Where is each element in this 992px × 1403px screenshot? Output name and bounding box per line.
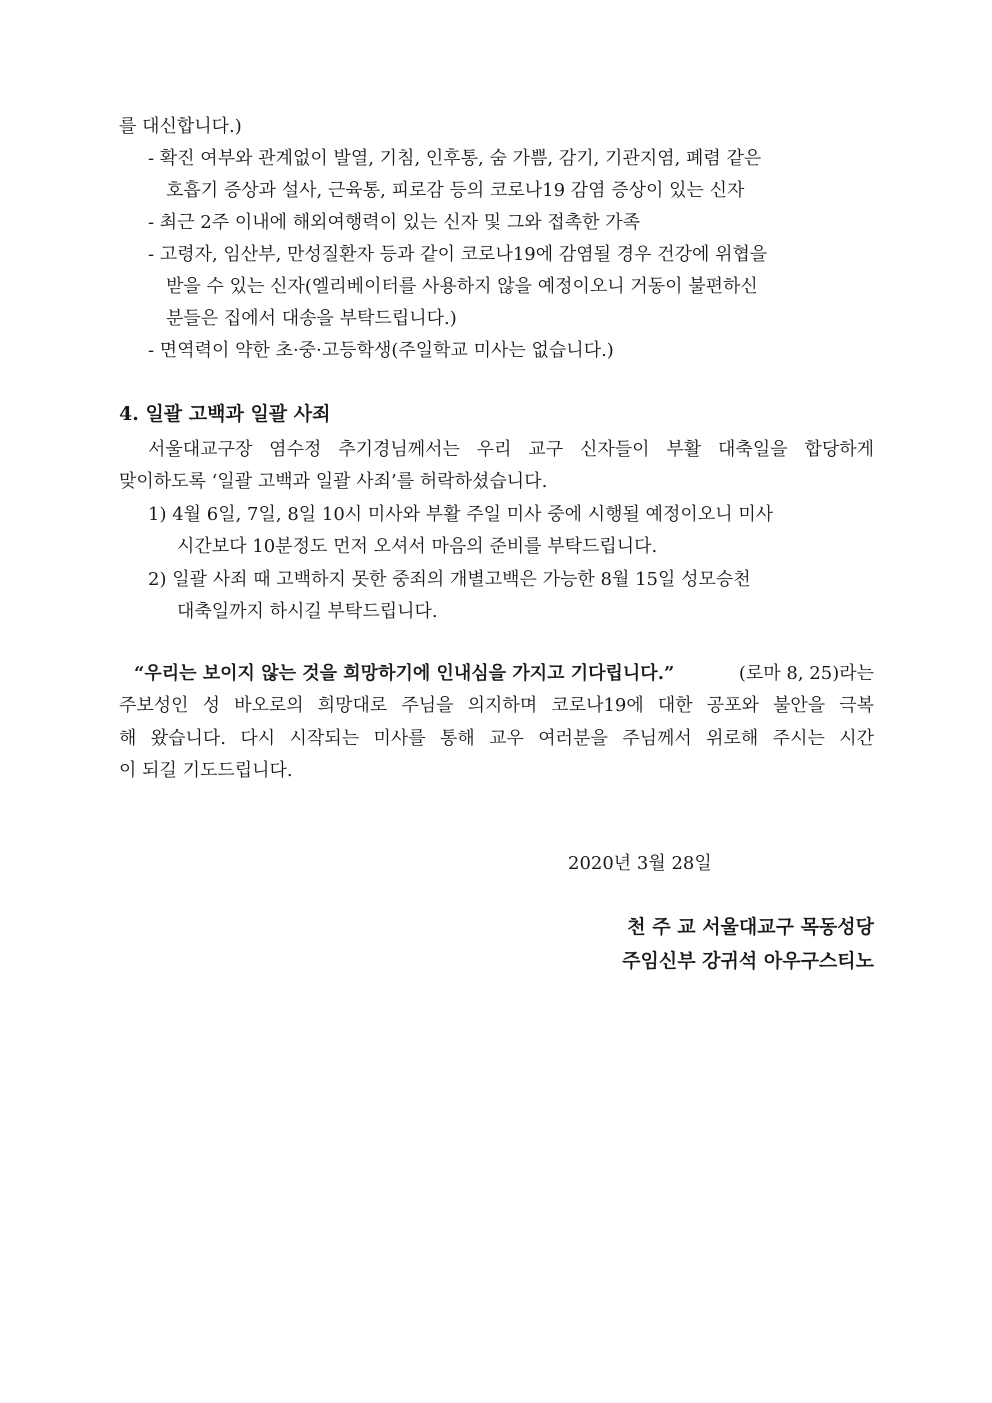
bullet-item: - 확진 여부와 관계없이 발열, 기침, 인후통, 숨 가쁨, 감기, 기관지염, 폐렴 같은 xyxy=(148,148,762,169)
signature-priest: 주임신부 강귀석 아우구스티노 xyxy=(622,950,874,972)
paragraph-line: 해 왔습니다. 다시 시작되는 미사를 통해 교우 여러분을 주님께서 위로해 주시는 시간 xyxy=(119,728,874,749)
bullet-item-continuation: 호흡기 증상과 설사, 근육통, 피로감 등의 코로나19 감염 증상이 있는 신자 xyxy=(166,180,745,201)
signature-organization: 천 주 교 서울대교구 목동성당 xyxy=(627,916,874,938)
numbered-item: 1) 4월 6일, 7일, 8일 10시 미사와 부활 주일 미사 중에 시행될 예정이오니 미사 xyxy=(148,504,774,525)
paragraph-line: 맞이하도록 ‘일괄 고백과 일괄 사죄’를 허락하셨습니다. xyxy=(119,471,548,492)
document-date: 2020년 3월 28일 xyxy=(568,853,712,874)
numbered-item-continuation: 대축일까지 하시길 부탁드립니다. xyxy=(177,601,438,622)
paragraph-line: 주보성인 성 바오로의 희망대로 주님을 의지하며 코로나19에 대한 공포와 불안을 극복 xyxy=(119,695,874,716)
bullet-item: - 면역력이 약한 초·중·고등학생(주일학교 미사는 없습니다.) xyxy=(148,340,614,361)
scripture-reference: (로마 8, 25)라는 xyxy=(738,663,874,684)
closing-first-line xyxy=(134,665,874,683)
section-heading: 4. 일괄 고백과 일괄 사죄 xyxy=(119,403,331,425)
bullet-item: - 최근 2주 이내에 해외여행력이 있는 신자 및 그와 접촉한 가족 xyxy=(148,212,641,233)
bullet-item-continuation: 분들은 집에서 대송을 부탁드립니다.) xyxy=(166,308,457,329)
paragraph-line: 서울대교구장 염수정 추기경님께서는 우리 교구 신자들이 부활 대축일을 합당하게 xyxy=(148,439,874,460)
paragraph-line: 이 되길 기도드립니다. xyxy=(119,760,293,781)
text-line: 를 대신합니다.) xyxy=(119,116,242,137)
scripture-quote: “우리는 보이지 않는 것을 희망하기에 인내심을 가지고 기다립니다.” xyxy=(134,663,675,684)
bullet-item: - 고령자, 임산부, 만성질환자 등과 같이 코로나19에 감염될 경우 건강에 위협을 xyxy=(148,244,768,265)
numbered-item: 2) 일괄 사죄 때 고백하지 못한 중죄의 개별고백은 가능한 8월 15일 성모승천 xyxy=(148,569,751,590)
numbered-item-continuation: 시간보다 10분정도 먼저 오셔서 마음의 준비를 부탁드립니다. xyxy=(177,536,658,557)
bullet-item-continuation: 받을 수 있는 신자(엘리베이터를 사용하지 않을 예정이오니 거동이 불편하신 xyxy=(166,276,758,297)
